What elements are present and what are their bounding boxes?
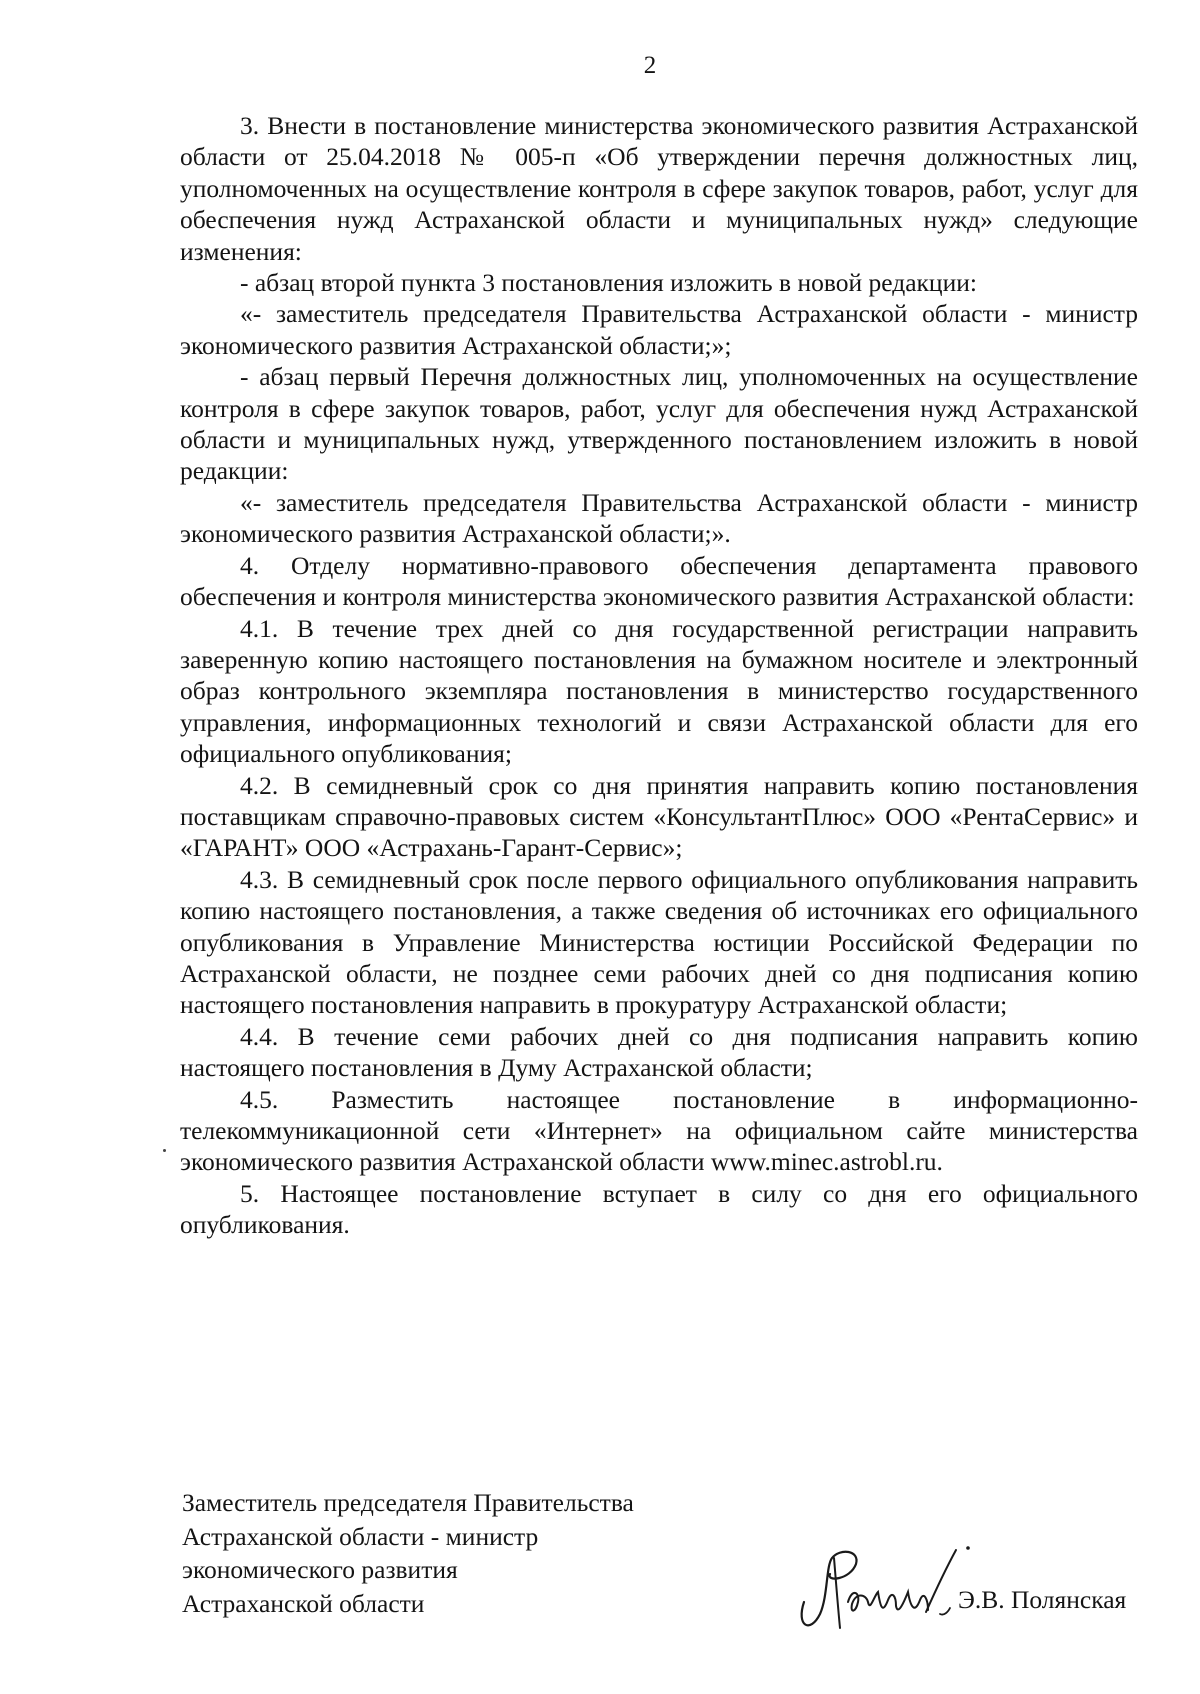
paragraph-item-4-2: 4.2. В семидневный срок со дня принятия направить копию постановления поставщикам справочно-правовых систем «КонсультантПлюс» ООО «РентаСервис» и «ГАРАНТ» ООО «Астрахань-Гарант-Сервис»;: [180, 770, 1138, 863]
signatory-position: [182, 1486, 634, 1620]
paragraph-item-4-1: 4.1. В течение трех дней со дня государственной регистрации направить заверенную копию настоящего постановления на бумажном носителе и электронный образ контрольного экземпляра постановления в министерство государственного управления, информационных технологий и связи Астраханской области для его официального опубликования;: [180, 613, 1138, 769]
paragraph-quote-2: «- заместитель председателя Правительства Астраханской области - министр экономического развития Астраханской области;».: [180, 487, 1138, 549]
handwritten-signature: [790, 1530, 980, 1640]
paragraph-item-3: 3. Внести в постановление министерства экономического развития Астраханской области от 25.04.2018 № 005-п «Об утверждении перечня должностных лиц, уполномоченных на осуществление контроля в сфере закупок товаров, работ, услуг для обеспечения нужд Астраханской области и муниципальных нужд» следующие изменения:: [180, 111, 1138, 266]
paragraph-item-4-5: 4.5. Разместить настоящее постановление в информационно-телекоммуникационной сети «Интернет» на официальном сайте министерства экономического развития Астраханской области www.minec.astrobl.ru.: [180, 1084, 1138, 1177]
paragraph-item-4-4: 4.4. В течение семи рабочих дней со дня подписания направить копию настоящего постановления в Думу Астраханской области;: [180, 1021, 1138, 1083]
scan-speck: [163, 1149, 166, 1152]
paragraph-item-4-3: 4.3. В семидневный срок после первого официального опубликования направить копию настоящего постановления, а также сведения об источниках его официального опубликования в Управление Министерства юстиции Российской Федерации по Астраханской области, не позднее семи рабочих дней со дня подписания копию настоящего постановления направить в прокуратуру Астраханской области;: [180, 864, 1138, 1020]
signatory-position-line: Астраханской области - министр: [182, 1521, 539, 1551]
paragraph-quote-1: «- заместитель председателя Правительства Астраханской области - министр экономического развития Астраханской области;»;: [180, 299, 1138, 360]
signatory-position-line: Астраханской области: [182, 1588, 425, 1618]
paragraph-amendment-1: - абзац второй пункта 3 постановления изложить в новой редакции:: [240, 268, 977, 298]
page-number: 2: [643, 52, 657, 79]
signer-name: Э.В. Полянская: [958, 1585, 1127, 1614]
document-body: [180, 110, 1138, 1241]
paragraph-item-5: 5. Настоящее постановление вступает в силу со дня его официального опубликования.: [180, 1178, 1138, 1240]
paragraph-amendment-2: - абзац первый Перечня должностных лиц, уполномоченных на осуществление контроля в сфере закупок товаров, работ, услуг для обеспечения нужд Астраханской области и муниципальных нужд, утвержденного постановлением изложить в новой редакции:: [180, 362, 1138, 486]
signatory-position-line: Заместитель председателя Правительства: [182, 1488, 634, 1517]
signatory-position-line: экономического развития: [182, 1555, 458, 1584]
paragraph-item-4: 4. Отделу нормативно-правового обеспечения департамента правового обеспечения и контроля министерства экономического развития Астраханской области:: [180, 550, 1138, 612]
